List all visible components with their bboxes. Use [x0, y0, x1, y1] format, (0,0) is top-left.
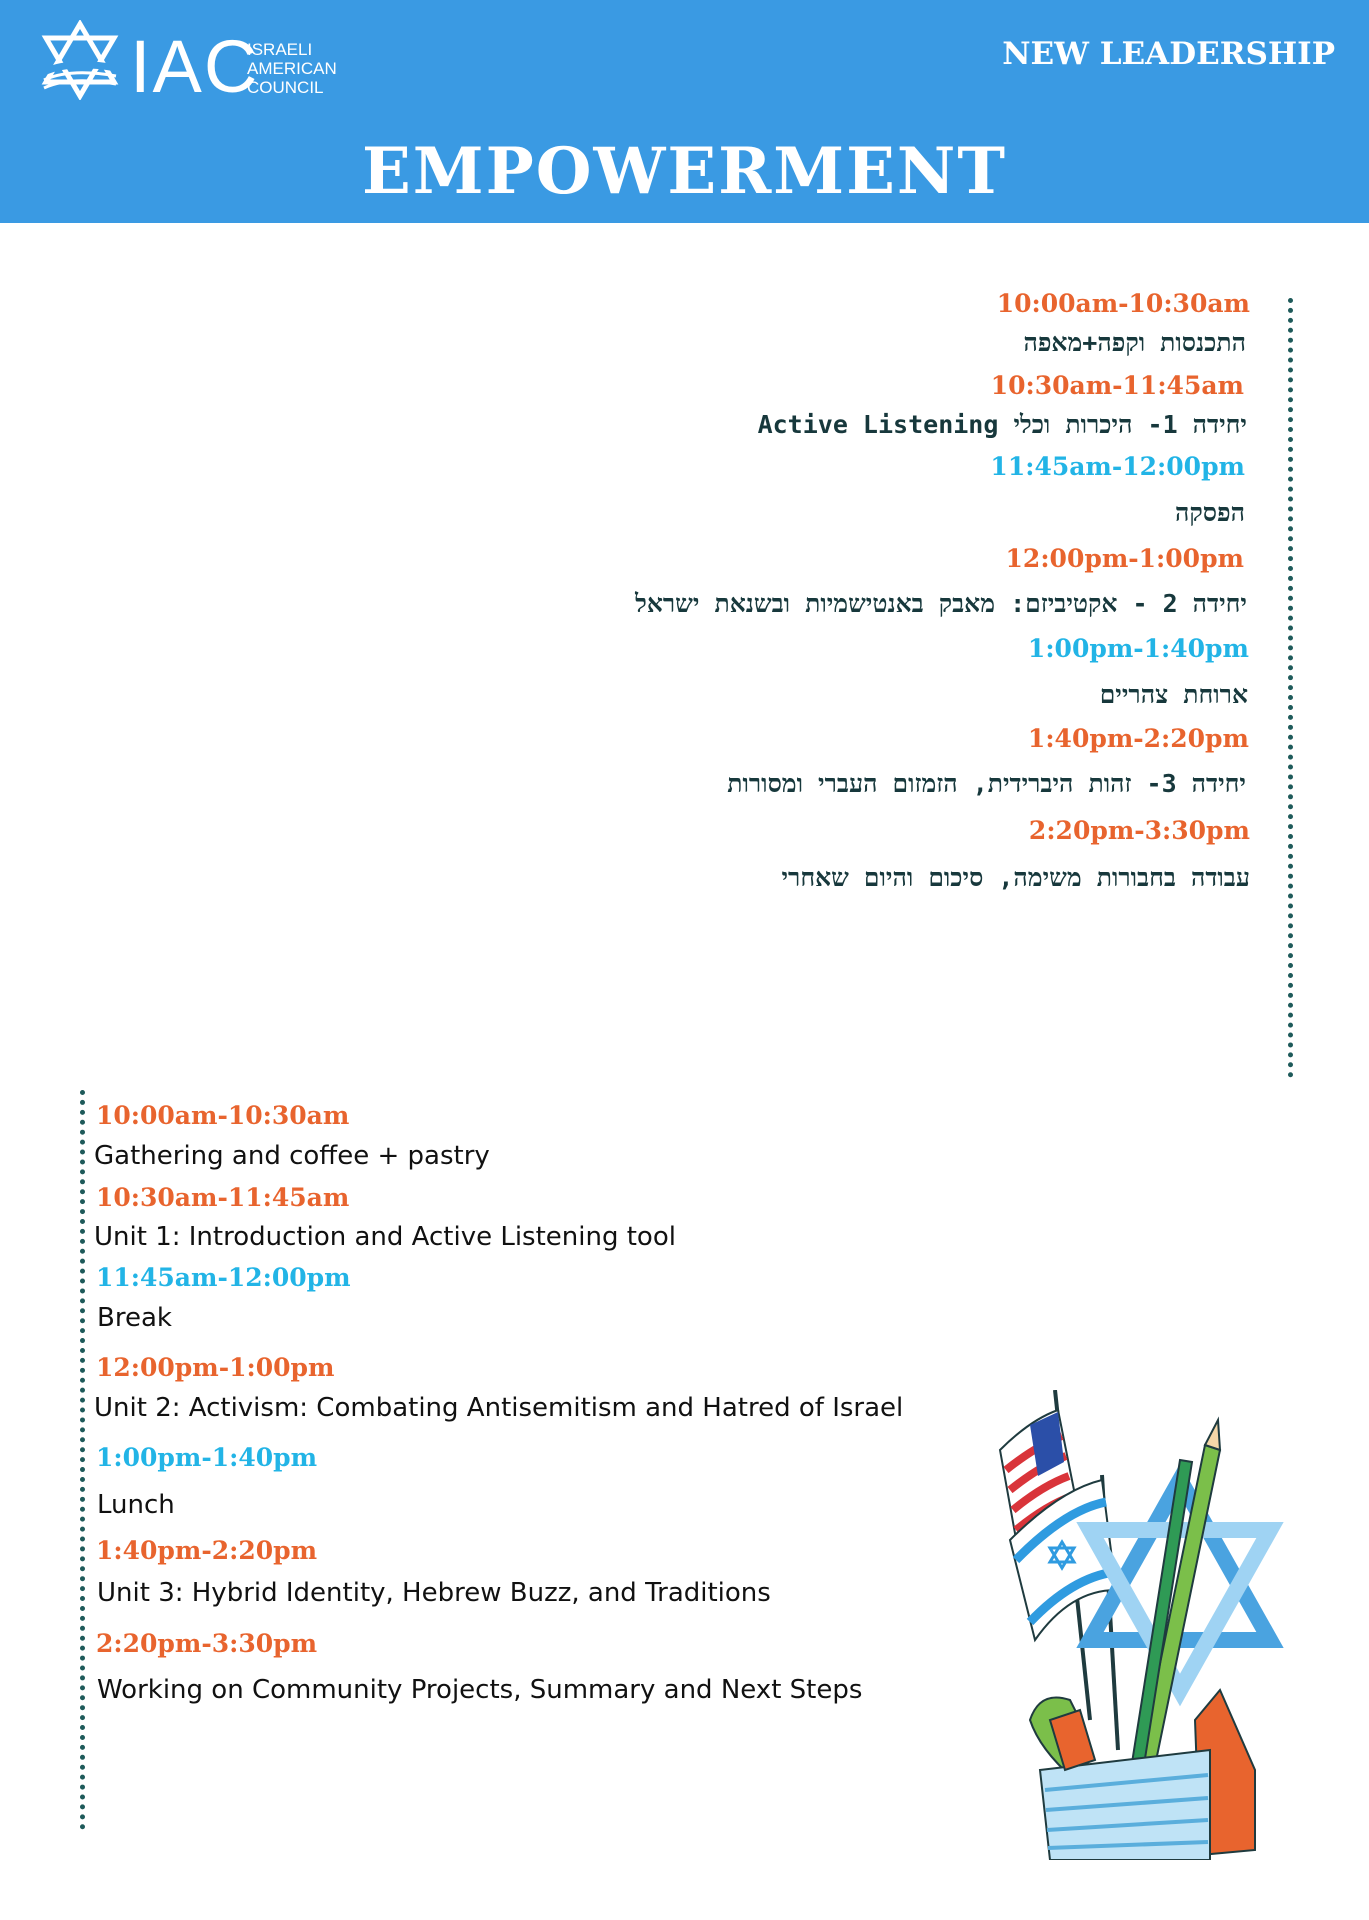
logo-sub-line: ISRAELI	[247, 40, 313, 59]
hebrew-time-1: 10:00am-10:30am	[996, 289, 1250, 318]
dotted-divider-right	[1288, 298, 1293, 1078]
hebrew-item-4: יחידה 2 - אקטיביזם: מאבק באנטישמיות ובשנאת ישראל	[635, 589, 1247, 618]
hebrew-item-5: ארוחת צהריים	[1099, 680, 1248, 709]
header-banner	[0, 0, 1369, 223]
hebrew-time-7: 2:20pm-3:30pm	[1028, 816, 1250, 845]
logo-sub-line: COUNCIL	[247, 78, 324, 97]
english-item-7: Working on Community Projects, Summary and Next Steps	[97, 1675, 863, 1705]
english-time-6: 1:40pm-2:20pm	[96, 1536, 318, 1565]
hebrew-item-7: עבודה בחבורות משימה, סיכום והיום שאחרי	[781, 863, 1250, 892]
hebrew-item-1: התכנסות וקפה+מאפה	[1023, 328, 1246, 357]
logo-iac-text: IAC	[130, 25, 260, 108]
english-item-2: Unit 1: Introduction and Active Listening tool	[94, 1222, 676, 1252]
dotted-divider-left	[80, 1090, 85, 1830]
star-of-david-logo-icon	[40, 20, 120, 100]
hebrew-item-6: יחידה 3- זהות היברידית, הזמזום העברי ומסורות	[727, 769, 1246, 798]
english-time-4: 12:00pm-1:00pm	[96, 1353, 335, 1382]
hebrew-time-4: 12:00pm-1:00pm	[1005, 544, 1244, 573]
english-time-5: 1:00pm-1:40pm	[96, 1443, 318, 1472]
english-item-6: Unit 3: Hybrid Identity, Hebrew Buzz, and Traditions	[97, 1578, 771, 1608]
program-label: NEW LEADERSHIP	[1002, 36, 1335, 72]
toolbox-flags-illustration	[970, 1390, 1310, 1860]
english-item-5: Lunch	[97, 1490, 175, 1520]
iac-logo	[40, 18, 360, 108]
english-time-7: 2:20pm-3:30pm	[96, 1629, 318, 1658]
english-time-3: 11:45am-12:00pm	[96, 1263, 351, 1292]
english-time-2: 10:30am-11:45am	[96, 1183, 350, 1212]
english-item-4: Unit 2: Activism: Combating Antisemitism and Hatred of Israel	[94, 1393, 904, 1423]
hebrew-item-3: הפסקה	[1175, 498, 1245, 527]
hebrew-time-3: 11:45am-12:00pm	[990, 452, 1245, 481]
page-title: EMPOWERMENT	[361, 134, 1008, 209]
logo-sub-line: AMERICAN	[247, 59, 337, 78]
hebrew-time-2: 10:30am-11:45am	[990, 371, 1244, 400]
hebrew-time-5: 1:00pm-1:40pm	[1027, 634, 1249, 663]
hebrew-item-2: יחידה 1- היכרות וכלי Active Listening	[757, 410, 1247, 439]
english-item-1: Gathering and coffee + pastry	[94, 1141, 490, 1171]
english-item-3: Break	[97, 1303, 172, 1333]
hebrew-time-6: 1:40pm-2:20pm	[1027, 724, 1249, 753]
english-time-1: 10:00am-10:30am	[96, 1101, 350, 1130]
logo-subtitle	[247, 40, 367, 97]
